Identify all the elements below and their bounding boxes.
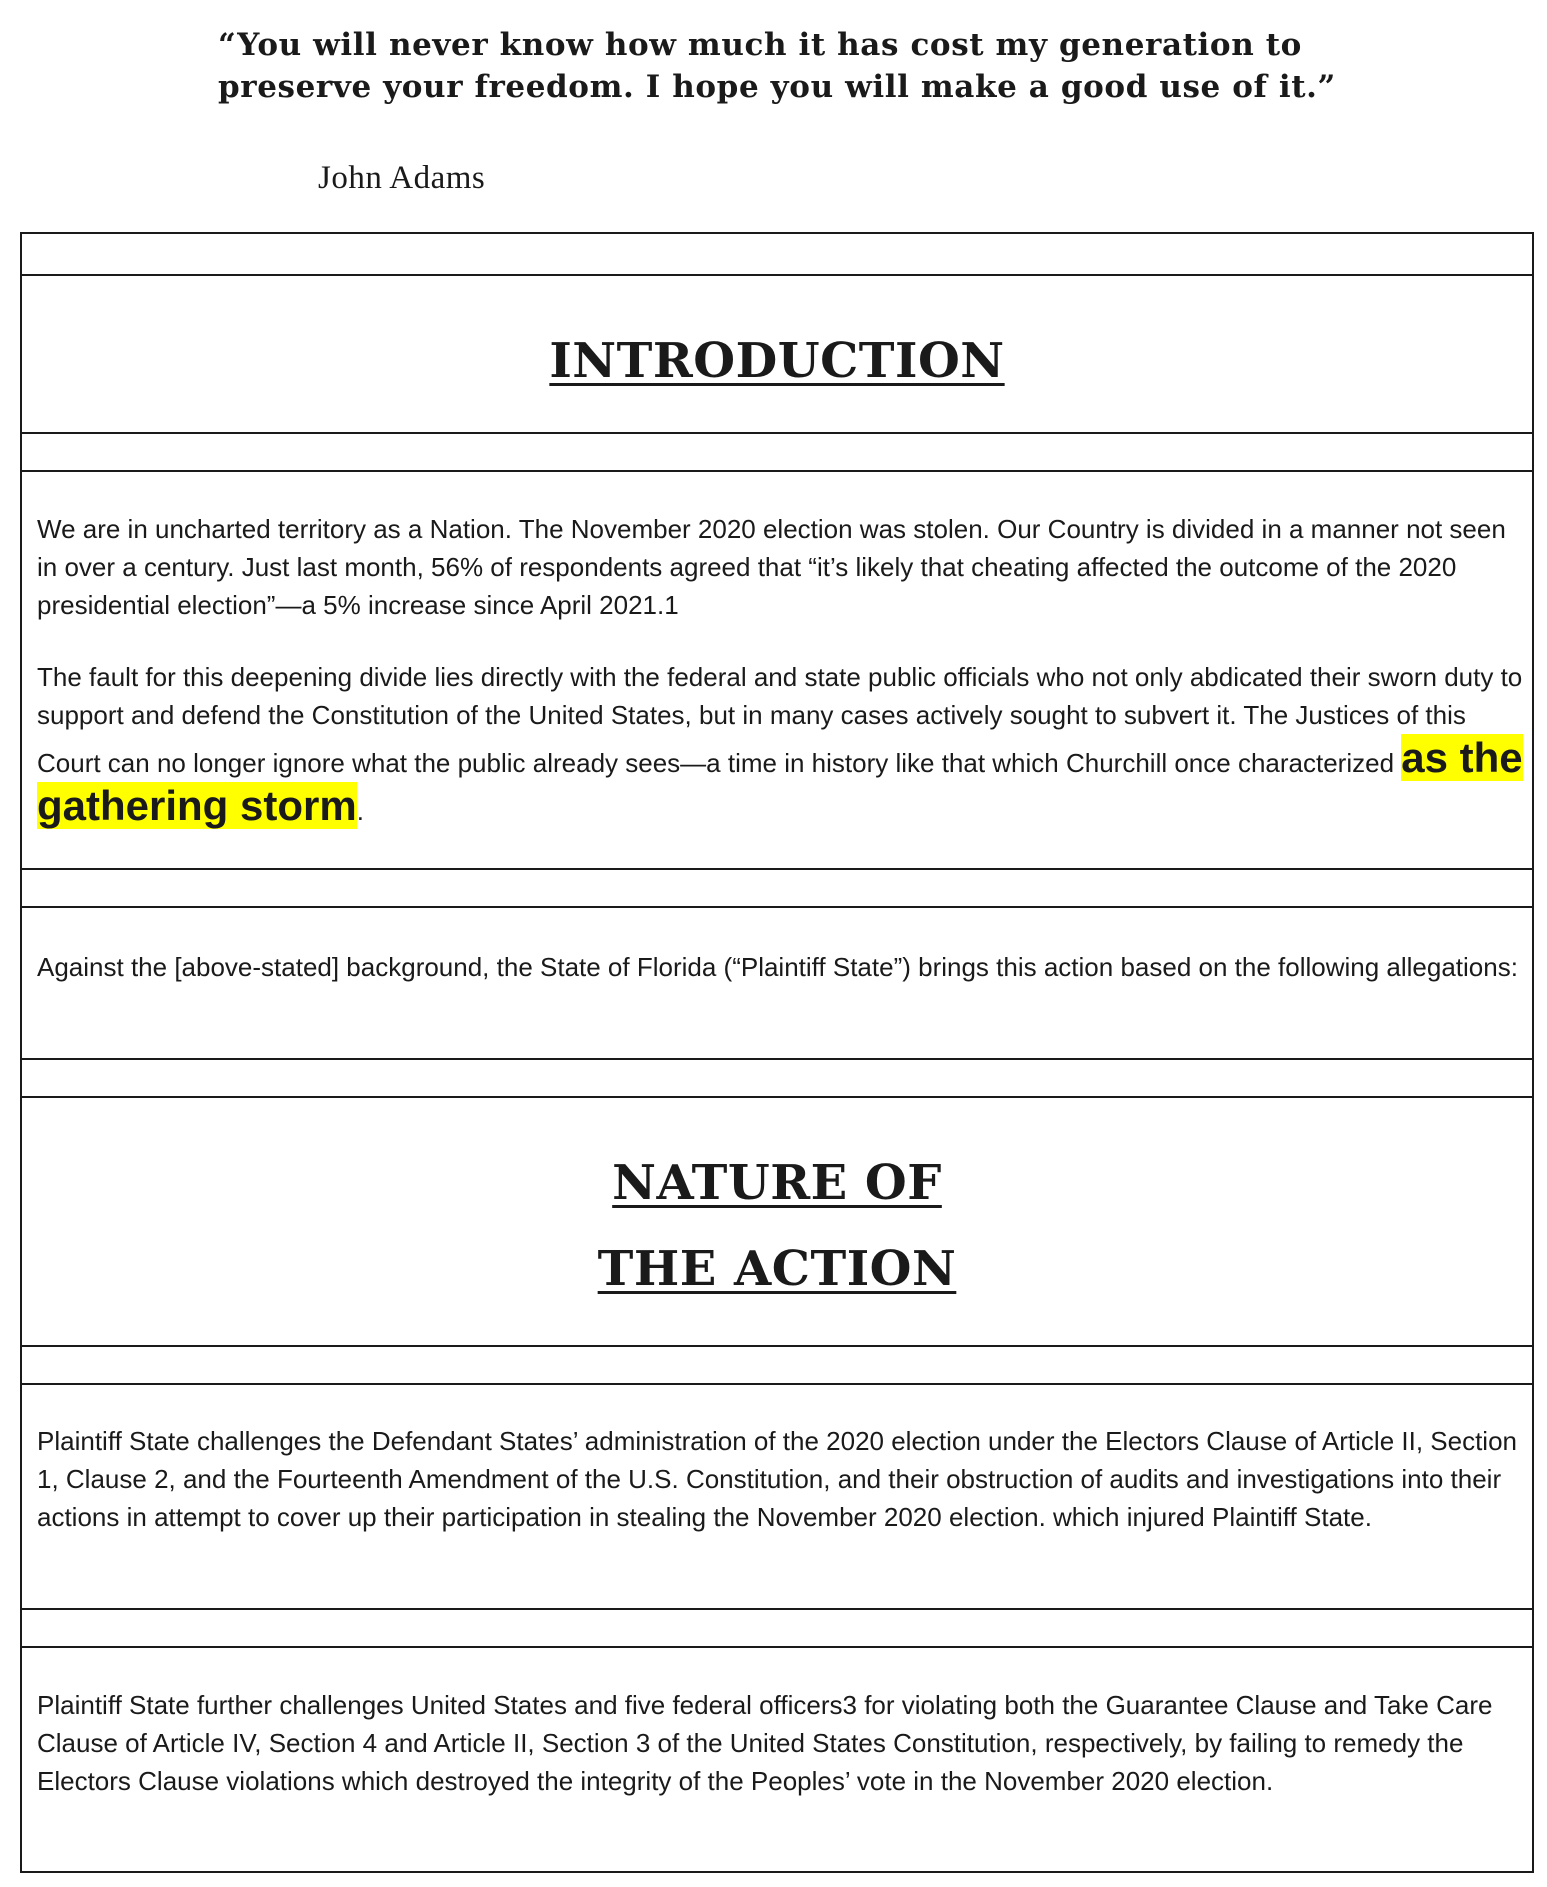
row-divider — [22, 1058, 1532, 1060]
quote-line-1: “You will never know how much it has cost my generation to — [218, 27, 1302, 63]
row-divider — [22, 1608, 1532, 1610]
row-divider — [22, 432, 1532, 434]
row-divider — [22, 1345, 1532, 1347]
paragraph-2-text: The fault for this deepening divide lies directly with the federal and state public officials who not only abdicated their sworn duty to support and defend the Constitution of the United States, but in many cases actively sought to subvert it. The Justices of this Court can no longer ignore what the public already sees—a time in history like that which Churchill once characterized — [37, 662, 1523, 778]
highlighted-phrase: as the gathering storm — [37, 734, 1523, 829]
epigraph-quote — [218, 24, 1368, 108]
row-divider — [22, 1646, 1532, 1648]
document-table — [20, 232, 1534, 1873]
row-divider — [22, 1096, 1532, 1098]
row-divider — [22, 274, 1532, 276]
introduction-paragraph-2 — [37, 658, 1523, 830]
row-divider — [22, 1383, 1532, 1385]
introduction-heading: INTRODUCTION — [549, 333, 1005, 389]
row-divider — [22, 906, 1532, 908]
paragraph-2-end: . — [356, 796, 364, 826]
nature-heading-line-2: THE ACTION — [597, 1241, 957, 1297]
nature-paragraph-1: Plaintiff State challenges the Defendant States’ administration of the 2020 election under the Electors Clause of Article II, Section 1, Clause 2, and the Fourteenth Amendment of the U.S. Constitution, and their obstruction of audits and investigations into their actions in attempt to cover up their participation in stealing the November 2020 election. which injured Plaintiff State. — [37, 1426, 1517, 1532]
allegations-paragraph: Against the [above-stated] background, the State of Florida (“Plaintiff State”) brings this action based on the following allegations: — [37, 952, 1518, 982]
introduction-paragraph-1: We are in uncharted territory as a Nation. The November 2020 election was stolen. Our Country is divided in a manner not seen in over a century. Just last month, 56% of respondents agreed that “it’s likely that cheating affected the outcome of the 2020 presidential election”—a 5% increase since April 2021.1 — [37, 514, 1506, 620]
row-divider — [22, 470, 1532, 472]
quote-line-2: preserve your freedom. I hope you will make a good use of it.” — [218, 69, 1336, 105]
row-divider — [22, 868, 1532, 870]
nature-heading-line-1: NATURE OF — [612, 1155, 942, 1211]
nature-paragraph-2: Plaintiff State further challenges United States and five federal officers3 for violating both the Guarantee Clause and Take Care Clause of Article IV, Section 4 and Article II, Section 3 of the United States Constitution, respectively, by failing to remedy the Electors Clause violations which destroyed the integrity of the Peoples’ vote in the November 2020 election. — [37, 1690, 1493, 1796]
quote-author: John Adams — [318, 160, 486, 196]
